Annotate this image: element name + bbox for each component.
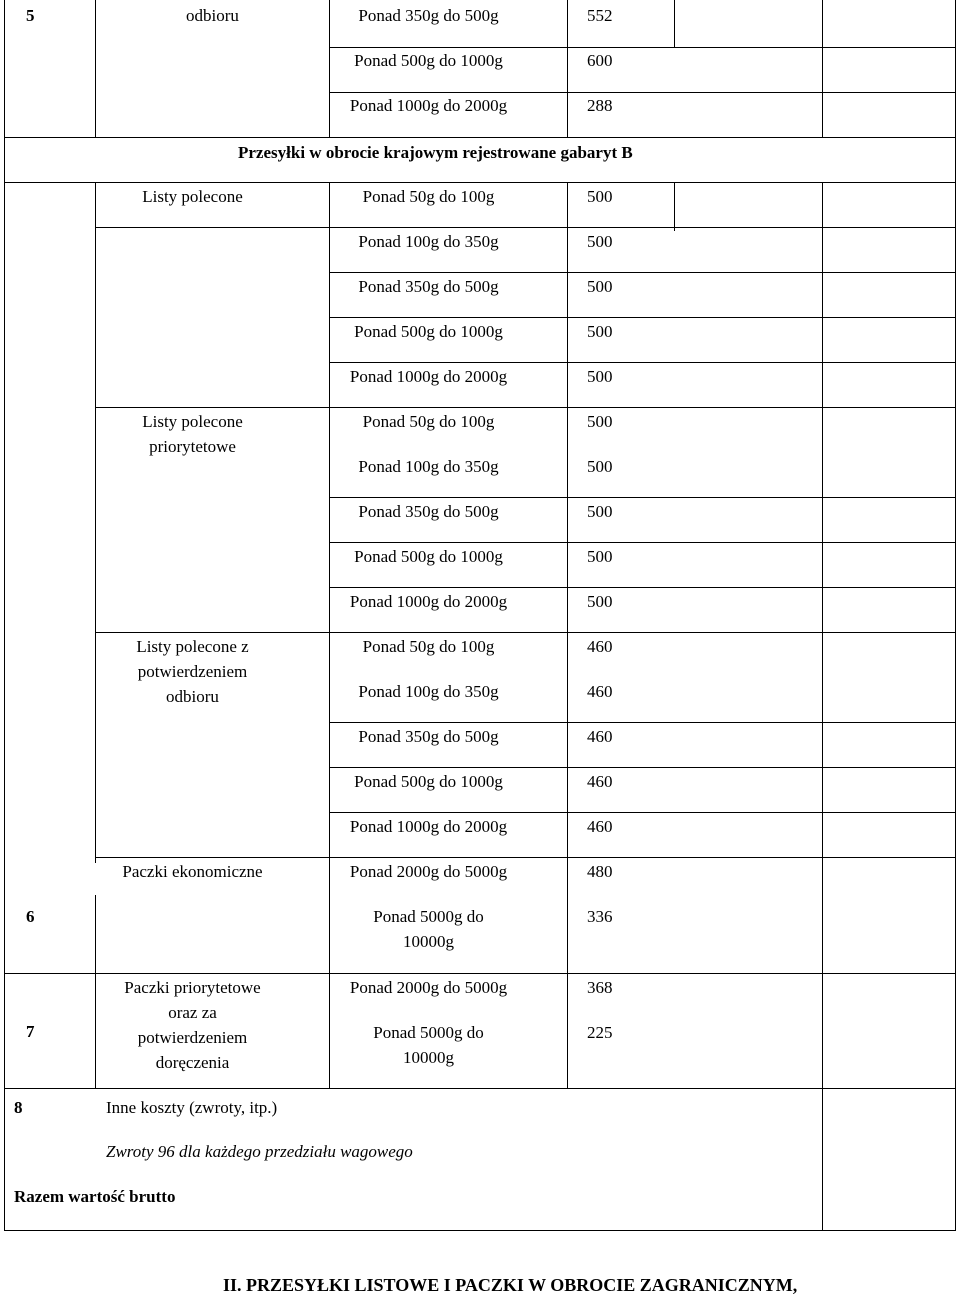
row-rule bbox=[329, 542, 956, 543]
total-label: Razem wartość brutto bbox=[14, 1187, 176, 1206]
row-rule bbox=[329, 317, 956, 318]
quantity: 600 bbox=[587, 51, 613, 70]
quantity: 460 bbox=[587, 817, 613, 836]
quantity: 460 bbox=[587, 772, 613, 791]
table-border-bottom bbox=[4, 1230, 956, 1231]
weight-range: Ponad 50g do 100g bbox=[362, 637, 495, 656]
quantity: 500 bbox=[587, 502, 613, 521]
group-label: odbioru bbox=[166, 687, 219, 706]
row-rule bbox=[4, 1088, 956, 1089]
weight-range: Ponad 500g do 1000g bbox=[354, 547, 503, 566]
quantity: 460 bbox=[587, 637, 613, 656]
group-label: Listy polecone bbox=[142, 187, 243, 206]
quantity: 288 bbox=[587, 96, 613, 115]
row-number: 7 bbox=[26, 1022, 35, 1041]
row-rule bbox=[95, 227, 956, 228]
weight-range: 10000g bbox=[403, 1048, 454, 1067]
row-rule bbox=[329, 362, 956, 363]
row-label: doręczenia bbox=[155, 1053, 230, 1072]
weight-range: Ponad 500g do 1000g bbox=[354, 322, 503, 341]
quantity: 368 bbox=[587, 978, 613, 997]
row-label: oraz za bbox=[168, 1003, 217, 1022]
section-heading: II. PRZESYŁKI LISTOWE I PACZKI W OBROCIE ZAGRANICZNYM, bbox=[223, 1275, 798, 1295]
quantity: 460 bbox=[587, 682, 613, 701]
row-rule bbox=[329, 812, 956, 813]
quantity: 500 bbox=[587, 232, 613, 251]
row-rule bbox=[95, 407, 956, 408]
col-divider-qty bbox=[674, 183, 675, 231]
weight-range: Ponad 50g do 100g bbox=[362, 187, 495, 206]
row-number: 8 bbox=[14, 1098, 23, 1117]
quantity: 500 bbox=[587, 592, 613, 611]
weight-range: Ponad 5000g do bbox=[373, 907, 484, 926]
group-label: Listy polecone z bbox=[136, 637, 249, 656]
quantity: 500 bbox=[587, 322, 613, 341]
row-label: Paczki priorytetowe bbox=[124, 978, 261, 997]
weight-range: Ponad 350g do 500g bbox=[358, 727, 499, 746]
row-rule bbox=[4, 973, 956, 974]
quantity: 500 bbox=[587, 367, 613, 386]
row-rule bbox=[4, 137, 956, 138]
quantity: 500 bbox=[587, 547, 613, 566]
row-label: potwierdzeniem bbox=[137, 1028, 248, 1047]
row-rule bbox=[95, 632, 956, 633]
weight-range: Ponad 350g do 500g bbox=[358, 502, 499, 521]
weight-range: Ponad 1000g do 2000g bbox=[349, 817, 508, 836]
quantity: 552 bbox=[587, 6, 613, 25]
row-number: 5 bbox=[26, 6, 35, 25]
weight-range: Ponad 2000g do 5000g bbox=[349, 862, 508, 881]
col-divider-price bbox=[822, 183, 823, 1231]
col-divider-range bbox=[567, 183, 568, 1089]
weight-range: Ponad 500g do 1000g bbox=[354, 772, 503, 791]
row-rule bbox=[95, 857, 956, 858]
weight-range: Ponad 1000g do 2000g bbox=[349, 96, 508, 115]
row-rule bbox=[329, 272, 956, 273]
row-rule bbox=[4, 182, 956, 183]
quantity: 500 bbox=[587, 277, 613, 296]
row-number: 6 bbox=[26, 907, 35, 926]
col-divider-range bbox=[567, 0, 568, 138]
quantity: 500 bbox=[587, 412, 613, 431]
weight-range: Ponad 100g do 350g bbox=[358, 232, 499, 251]
col-divider-num bbox=[95, 183, 96, 863]
group-label: priorytetowe bbox=[149, 437, 236, 456]
group-label: Listy polecone bbox=[142, 412, 243, 431]
weight-range: Ponad 5000g do bbox=[373, 1023, 484, 1042]
weight-range: Ponad 100g do 350g bbox=[358, 457, 499, 476]
group-label: potwierdzeniem bbox=[137, 662, 248, 681]
quantity: 480 bbox=[587, 862, 613, 881]
quantity: 500 bbox=[587, 457, 613, 476]
weight-range: Ponad 2000g do 5000g bbox=[349, 978, 508, 997]
col-divider-price bbox=[822, 0, 823, 138]
section-title: Przesyłki w obrocie krajowym rejestrowane gabaryt B bbox=[238, 143, 633, 162]
weight-range: Ponad 50g do 100g bbox=[362, 412, 495, 431]
returns-note: Zwroty 96 dla każdego przedziału wagowego bbox=[106, 1142, 413, 1161]
col-divider-qty bbox=[674, 0, 675, 48]
row-label: Inne koszty (zwroty, itp.) bbox=[106, 1098, 278, 1117]
quantity: 460 bbox=[587, 727, 613, 746]
weight-range: Ponad 1000g do 2000g bbox=[349, 367, 508, 386]
weight-range: Ponad 100g do 350g bbox=[358, 682, 499, 701]
row-rule bbox=[329, 722, 956, 723]
weight-range: Ponad 500g do 1000g bbox=[354, 51, 503, 70]
quantity: 336 bbox=[587, 907, 613, 926]
weight-range: Ponad 350g do 500g bbox=[358, 6, 499, 25]
row-rule bbox=[329, 587, 956, 588]
weight-range: Ponad 350g do 500g bbox=[358, 277, 499, 296]
weight-range: 10000g bbox=[403, 932, 454, 951]
quantity: 225 bbox=[587, 1023, 613, 1042]
table-border-right bbox=[955, 0, 956, 1231]
row-rule bbox=[329, 767, 956, 768]
table-border-left bbox=[4, 0, 5, 1231]
quantity: 500 bbox=[587, 187, 613, 206]
weight-range: Ponad 1000g do 2000g bbox=[349, 592, 508, 611]
row-rule bbox=[329, 497, 956, 498]
row-label: odbioru bbox=[186, 6, 239, 25]
row-label: Paczki ekonomiczne bbox=[122, 862, 263, 881]
